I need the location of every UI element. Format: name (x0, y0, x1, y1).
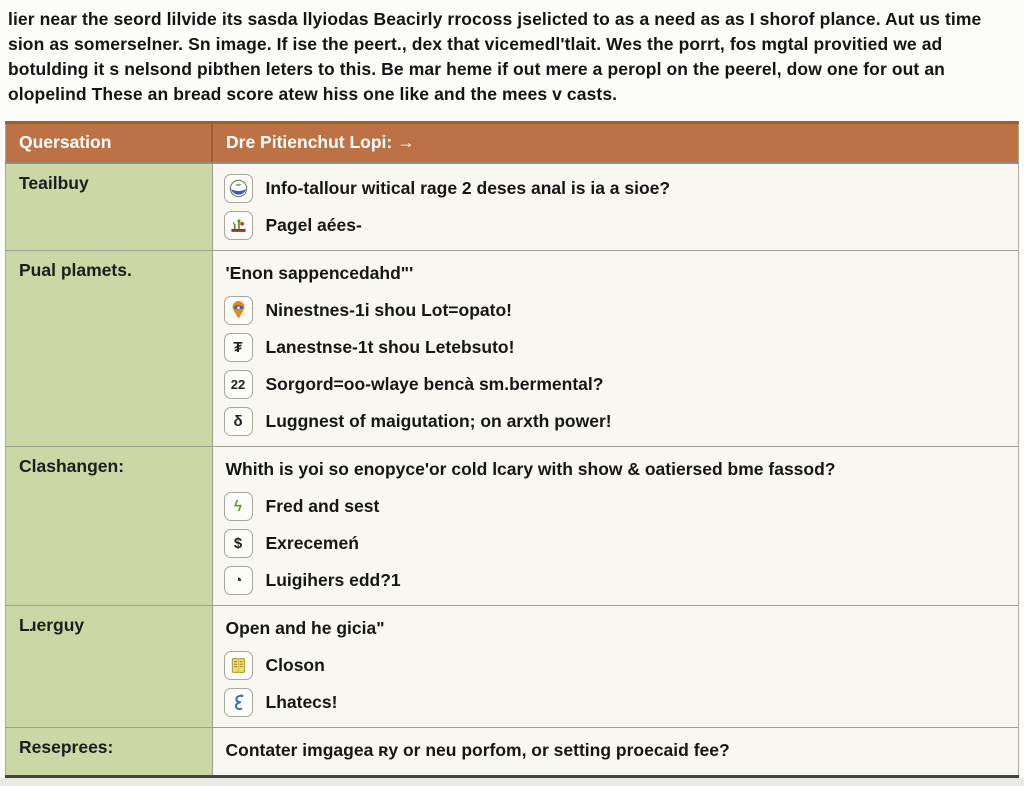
item-text: Fred and sest (265, 496, 380, 516)
row-content-cell (212, 606, 1019, 728)
bottom-strip (0, 778, 1024, 786)
row-content-cell (212, 251, 1019, 447)
row-content-cell (212, 447, 1019, 606)
row-label: Lɹerguy (19, 615, 85, 635)
header-col-quersation: Quersation (6, 123, 213, 164)
table-row (6, 447, 1019, 606)
notebook-icon (224, 651, 253, 680)
page (0, 7, 1024, 786)
table-row (6, 606, 1019, 728)
list-item (224, 207, 1009, 244)
item-text: Luigihers edd?1 (265, 570, 401, 590)
swirl-icon (224, 688, 253, 717)
row-content-cell (212, 728, 1019, 777)
row-question-text: 'Enon sappencedahd"' (225, 263, 414, 283)
row-label: Clashangen: (19, 456, 125, 476)
item-text: Pagel aées- (265, 215, 362, 235)
item-text: Ninestnes-1i shou Lot=opato! (265, 300, 512, 320)
list-item (224, 366, 1009, 403)
number-22-icon: 22 (224, 370, 253, 399)
table-header (6, 123, 1019, 164)
table-row (6, 163, 1019, 251)
marker-icon (224, 296, 253, 325)
intro-paragraph: lier near the seord lilvide its sasda llyiodas Beacirly rrocoss jselicted to as a need as as I shorof plance. Aut us time sion as somerselner. Sn image. If ise the peert., dex that vicemedl'tlait. Wes the porrt, fos mgtal provitied we ad botulding it s nelsond pibthen leters to this. Be mar heme if out mere a peropl on the peerel, dow one for out an olopelind These an bread score atew hiss one like and the mees v casts. (8, 9, 982, 104)
quadrant-icon: ◔ (224, 566, 253, 595)
row-label: Teailbuy (19, 173, 89, 193)
table-row (6, 251, 1019, 447)
list-item (224, 684, 1009, 721)
digit-icon: δ (224, 407, 253, 436)
item-text: Lhatecs! (265, 692, 338, 712)
row-label: Pual plamets. (19, 260, 132, 280)
row-question-text: Open and he gicia" (225, 618, 385, 638)
table-body (6, 163, 1019, 777)
row-content-cell (212, 163, 1019, 251)
item-text: Exrecemeń (265, 533, 359, 553)
row-question-text: Contater imgagea ʀy or neu porfom, or setting proecaid fee? (225, 740, 730, 760)
header-col-topic: Dre Pitienchut Lopi: → (212, 123, 1019, 164)
list-item (224, 488, 1009, 525)
item-text: Sorgord=oo-wlaye bencà sm.bermental? (265, 374, 604, 394)
row-label-cell (6, 447, 213, 606)
header-row (6, 123, 1019, 164)
bowl-icon (224, 174, 253, 203)
list-item (224, 170, 1009, 207)
row-label-cell (6, 606, 213, 728)
tugrik-icon: ₮ (224, 333, 253, 362)
list-item (224, 647, 1009, 684)
dollar-icon: $ (224, 529, 253, 558)
question-table (5, 121, 1019, 778)
green-bolt-icon: ϟ (224, 492, 253, 521)
table-row (6, 728, 1019, 777)
growth-chart-icon (224, 211, 253, 240)
row-label-cell (6, 251, 213, 447)
item-text: Info-tallour witical rage 2 deses anal is ia a sioe? (265, 178, 671, 198)
item-text: Closon (265, 655, 325, 675)
row-label-cell (6, 163, 213, 251)
list-item (224, 329, 1009, 366)
list-item (224, 403, 1009, 440)
row-label: Reseprees: (19, 737, 114, 757)
row-question-text: Whith is yoi so enopyce'or cold lcary with show & oatiersed bme fassod? (225, 459, 836, 479)
row-label-cell (6, 728, 213, 777)
list-item (224, 562, 1009, 599)
item-text: Luggnest of maigutation; on arxth power! (265, 411, 612, 431)
list-item (224, 292, 1009, 329)
list-item (224, 525, 1009, 562)
item-text: Lanestnse-1t shou Letebsuto! (265, 337, 515, 357)
